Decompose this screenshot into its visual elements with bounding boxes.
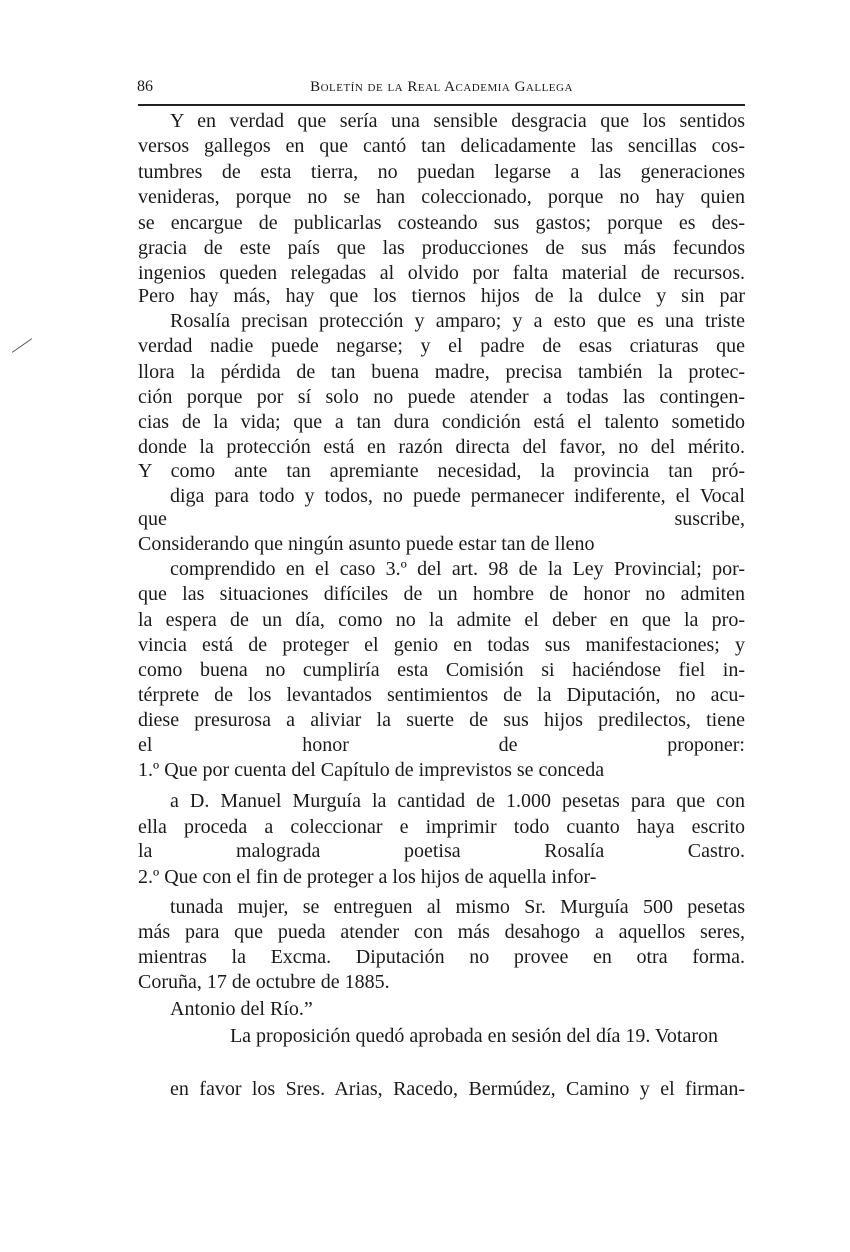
text-line: más para que pueda atender con más desahogo a aquellos seres,	[138, 921, 745, 943]
text-line: que suscribe,	[138, 508, 745, 530]
text-line: diese presurosa a aliviar la suerte de sus hijos predilectos, tiene	[138, 709, 745, 731]
text-line: como buena no cumpliría esta Comisión si haciéndose fiel in-	[138, 659, 745, 681]
text-line: se encargue de publicarlas costeando sus gastos; porque es des-	[138, 212, 745, 234]
text-line: 2.º Que con el fin de proteger a los hijos de aquella infor-	[138, 866, 597, 888]
text-line: venideras, porque no se han coleccionado, porque no hay quien	[138, 186, 745, 208]
text-line: ingenios queden relegadas al olvido por falta material de recursos.	[138, 262, 745, 284]
stray-pen-mark	[12, 338, 32, 353]
header-rule	[138, 104, 745, 106]
text-line: ella proceda a coleccionar e imprimir todo cuanto haya escrito	[138, 816, 745, 838]
text-line: donde la protección está en razón directa del favor, no del mérito.	[138, 436, 745, 458]
text-line: a D. Manuel Murguía la cantidad de 1.000 pesetas para que con	[170, 790, 745, 812]
running-header-title: Boletín de la Real Academia Gallega	[310, 79, 573, 95]
text-line: térprete de los levantados sentimientos de la Diputación, no acu-	[138, 684, 745, 706]
text-line: tumbres de esta tierra, no puedan legarse a las generaciones	[138, 161, 745, 183]
text-line: tunada mujer, se entreguen al mismo Sr. Murguía 500 pesetas	[170, 896, 745, 918]
text-line: Considerando que ningún asunto puede estar tan de lleno	[138, 533, 595, 555]
text-line: la malograda poetisa Rosalía Castro.	[138, 840, 745, 862]
text-line: versos gallegos en que cantó tan delicadamente las sencillas cos-	[138, 135, 745, 157]
text-line: mientras la Excma. Diputación no provee en otra forma.	[138, 946, 745, 968]
text-line: llora la pérdida de tan buena madre, precisa también la protec-	[138, 361, 745, 383]
text-line: la espera de un día, como no la admite el deber en que la pro-	[138, 609, 745, 631]
text-line: cias de la vida; que a tan dura condición está el talento sometido	[138, 411, 745, 433]
text-line: 1.º Que por cuenta del Capítulo de imprevistos se conceda	[138, 759, 605, 781]
text-line: vincia está de proteger el genio en todas sus manifestaciones; y	[138, 634, 745, 656]
text-line: Y como ante tan apremiante necesidad, la provincia tan pró-	[138, 460, 745, 482]
text-line: Y en verdad que sería una sensible desgracia que los sentidos	[170, 110, 745, 132]
text-line: ción porque por sí solo no puede atender a todas las contingen-	[138, 386, 745, 408]
text-line: gracia de este país que las producciones de sus más fecundos	[138, 237, 745, 259]
text-line: Rosalía precisan protección y amparo; y a esto que es una triste	[170, 310, 745, 332]
text-line: La proposición quedó aprobada en sesión del día 19. Votaron	[229, 1025, 718, 1047]
text-line: que las situaciones difíciles de un hombre de honor no admiten	[138, 583, 745, 605]
text-line: Coruña, 17 de octubre de 1885.	[138, 971, 390, 993]
text-line: comprendido en el caso 3.º del art. 98 de la Ley Provincial; por-	[170, 558, 745, 580]
text-line: verdad nadie puede negarse; y el padre de esas criaturas que	[138, 335, 745, 357]
text-line: Antonio del Río.”	[170, 998, 313, 1020]
text-line: diga para todo y todos, no puede permanecer indiferente, el Vocal	[170, 485, 745, 507]
text-line: el honor de proponer:	[138, 734, 745, 756]
text-line: en favor los Sres. Arias, Racedo, Bermúdez, Camino y el firman-	[170, 1078, 745, 1100]
page-number: 86	[137, 78, 153, 95]
text-line: Pero hay más, hay que los tiernos hijos de la dulce y sin par	[138, 285, 745, 307]
